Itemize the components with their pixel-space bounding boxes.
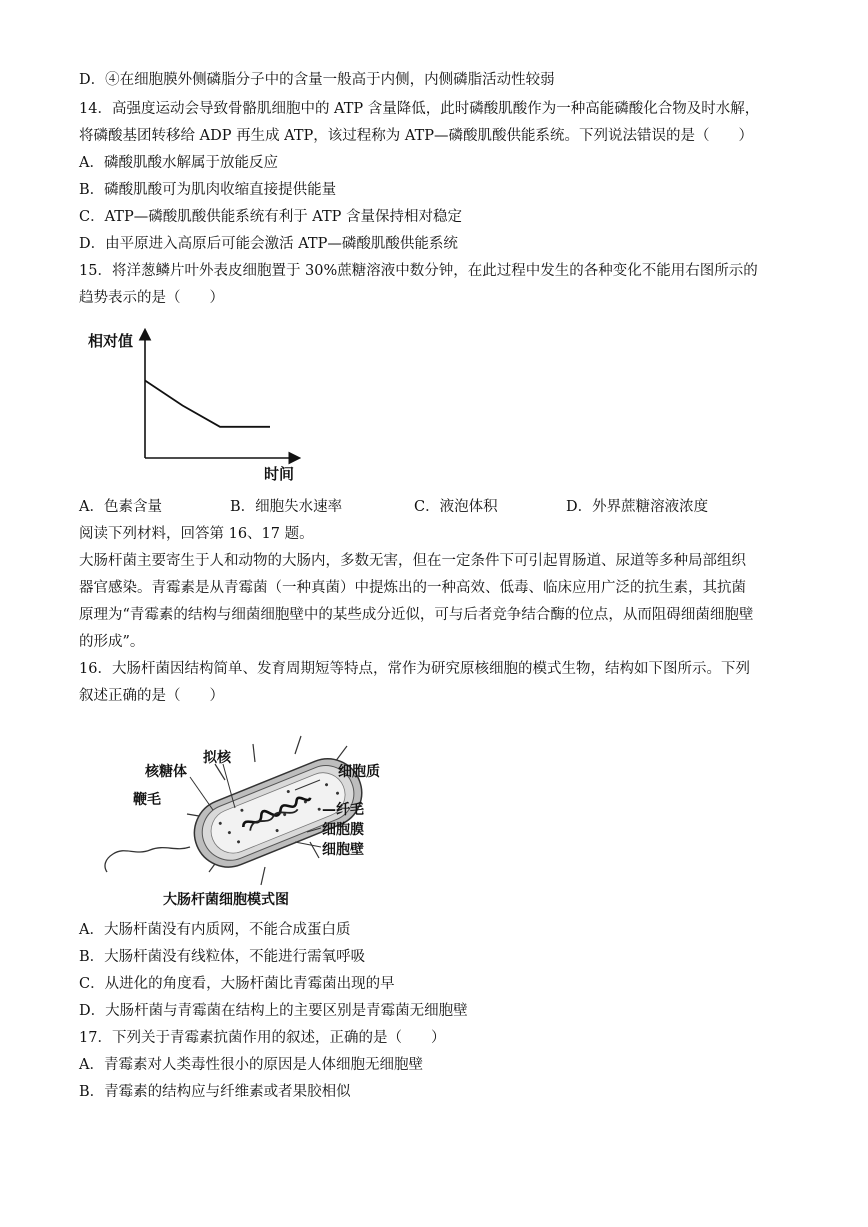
- q14-option-d: D．由平原进入高原后可能会激活 ATP—磷酸肌酸供能系统: [79, 236, 458, 252]
- q13-option-d: D．④在细胞膜外侧磷脂分子中的含量一般高于内侧，内侧磷脂活动性较弱: [79, 72, 555, 88]
- q17-option-a: A．青霉素对人类毒性很小的原因是人体细胞无细胞壁: [79, 1057, 423, 1073]
- q17-option-b: B．青霉素的结构应与纤维素或者果胶相似: [79, 1084, 351, 1100]
- trend-chart: [80, 325, 310, 485]
- q14-option-c: C．ATP—磷酸肌酸供能系统有利于 ATP 含量保持相对稳定: [79, 209, 463, 225]
- q14-option-a: A．磷酸肌酸水解属于放能反应: [79, 155, 278, 171]
- q14-stem-line1: 14．高强度运动会导致骨骼肌细胞中的 ATP 含量降低，此时磷酸肌酸作为一种高能磷酸化合物及时水解，: [79, 101, 760, 117]
- label-ribosome: 核糖体: [145, 764, 187, 780]
- y-axis-label: 相对值: [88, 332, 134, 350]
- material-paragraph-line1: 大肠杆菌主要寄生于人和动物的大肠内，多数无害，但在一定条件下可引起胃肠道、尿道等多种局部组织: [79, 553, 746, 569]
- label-pilus: —纤毛: [322, 802, 364, 818]
- q15-stem-line1: 15．将洋葱鳞片叶外表皮细胞置于 30%蔗糖溶液中数分钟，在此过程中发生的各种变化不能用右图所示的: [79, 263, 758, 279]
- label-cytoplasm: 细胞质: [338, 764, 380, 780]
- ecoli-diagram: [95, 722, 405, 912]
- x-axis-label: 时间: [264, 465, 295, 483]
- q16-stem-line2: 叙述正确的是（ ）: [79, 688, 224, 704]
- flagellum-shape: [105, 847, 190, 872]
- diagram-caption: 大肠杆菌细胞模式图: [163, 892, 289, 908]
- q14-stem-line2: 将磷酸基团转移给 ADP 再生成 ATP，该过程称为 ATP—磷酸肌酸供能系统。下列说法错误的是（ ）: [79, 128, 753, 144]
- q15-option-a: A．色素含量: [79, 499, 162, 515]
- trend-line-series-0: [145, 381, 270, 427]
- label-membrane: 细胞膜: [322, 822, 364, 838]
- q16-option-a: A．大肠杆菌没有内质网，不能合成蛋白质: [79, 922, 351, 938]
- q15-option-b: B．细胞失水速率: [230, 499, 343, 515]
- q15-stem-line2: 趋势表示的是（ ）: [79, 290, 224, 306]
- label-flagellum: 鞭毛: [133, 792, 161, 808]
- label-nucleoid: 拟核: [203, 750, 231, 766]
- q15-option-c: C．液泡体积: [414, 499, 498, 515]
- q16-option-c: C．从进化的角度看，大肠杆菌比青霉菌出现的早: [79, 976, 395, 992]
- q16-option-d: D．大肠杆菌与青霉菌在结构上的主要区别是青霉菌无细胞壁: [79, 1003, 468, 1019]
- material-intro: 阅读下列材料，回答第 16、17 题。: [79, 526, 314, 542]
- q16-option-b: B．大肠杆菌没有线粒体，不能进行需氧呼吸: [79, 949, 366, 965]
- material-paragraph-line4: 的形成”。: [79, 634, 145, 650]
- q14-option-b: B．磷酸肌酸可为肌肉收缩直接提供能量: [79, 182, 337, 198]
- material-paragraph-line2: 器官感染。青霉素是从青霉菌（一种真菌）中提炼出的一种高效、低毒、临床应用广泛的抗生素，其抗菌: [79, 580, 746, 596]
- label-wall: 细胞壁: [322, 842, 364, 858]
- material-paragraph-line3: 原理为“青霉素的结构与细菌细胞壁中的某些成分近似，可与后者竞争结合酶的位点，从而阻碍细菌细胞壁: [79, 607, 754, 623]
- q16-stem-line1: 16．大肠杆菌因结构简单、发育周期短等特点，常作为研究原核细胞的模式生物，结构如下图所示。下列: [79, 661, 750, 677]
- q17-stem: 17．下列关于青霉素抗菌作用的叙述，正确的是（ ）: [79, 1030, 446, 1046]
- q15-option-d: D．外界蔗糖溶液浓度: [566, 499, 709, 515]
